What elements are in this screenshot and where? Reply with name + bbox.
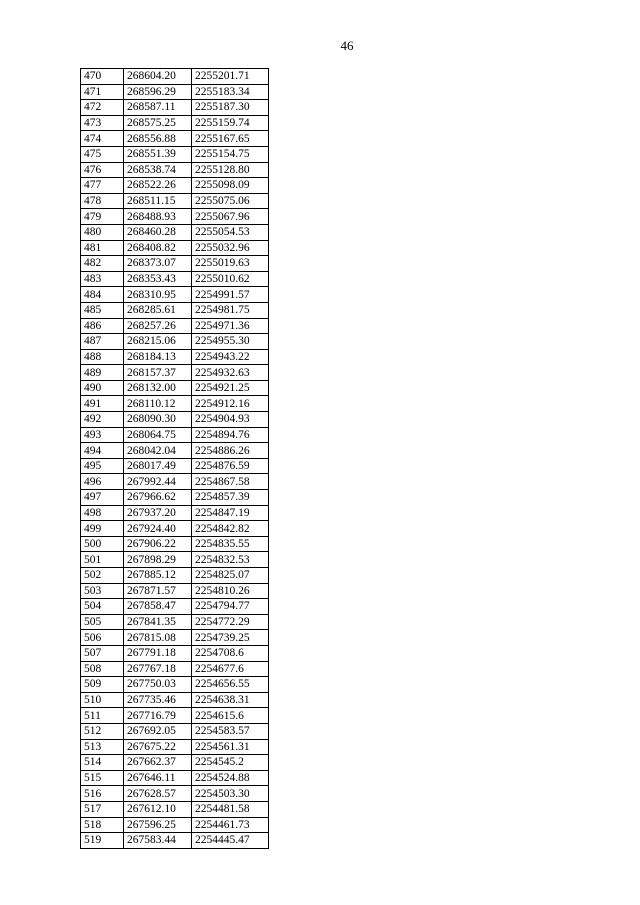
- coordinates-table: [80, 68, 269, 849]
- x-coordinate-cell: 268215.06: [124, 334, 192, 350]
- y-coordinate-cell: 2254772.29: [192, 614, 269, 630]
- y-coordinate-cell: 2255098.09: [192, 178, 269, 194]
- x-coordinate-cell: 267966.62: [124, 490, 192, 506]
- x-coordinate-cell: 267735.46: [124, 692, 192, 708]
- y-coordinate-cell: 2255183.34: [192, 84, 269, 100]
- x-coordinate-cell: 268257.26: [124, 318, 192, 334]
- y-coordinate-cell: 2255019.63: [192, 256, 269, 272]
- point-number-cell: 470: [81, 69, 124, 85]
- x-coordinate-cell: 267662.37: [124, 755, 192, 771]
- x-coordinate-cell: 267885.12: [124, 568, 192, 584]
- table-row: [81, 599, 269, 615]
- y-coordinate-cell: 2254638.31: [192, 692, 269, 708]
- y-coordinate-cell: 2254461.73: [192, 817, 269, 833]
- point-number-cell: 484: [81, 287, 124, 303]
- table-row: [81, 380, 269, 396]
- table-row: [81, 256, 269, 272]
- table-row: [81, 521, 269, 537]
- point-number-cell: 515: [81, 770, 124, 786]
- y-coordinate-cell: 2254656.55: [192, 677, 269, 693]
- point-number-cell: 481: [81, 240, 124, 256]
- table-row: [81, 490, 269, 506]
- y-coordinate-cell: 2254708.6: [192, 645, 269, 661]
- y-coordinate-cell: 2254615.6: [192, 708, 269, 724]
- y-coordinate-cell: 2254794.77: [192, 599, 269, 615]
- x-coordinate-cell: 267898.29: [124, 552, 192, 568]
- point-number-cell: 488: [81, 349, 124, 365]
- table-row: [81, 552, 269, 568]
- y-coordinate-cell: 2254583.57: [192, 723, 269, 739]
- y-coordinate-cell: 2254810.26: [192, 583, 269, 599]
- point-number-cell: 507: [81, 645, 124, 661]
- x-coordinate-cell: 267791.18: [124, 645, 192, 661]
- point-number-cell: 503: [81, 583, 124, 599]
- table-row: [81, 505, 269, 521]
- x-coordinate-cell: 268408.82: [124, 240, 192, 256]
- x-coordinate-cell: 268110.12: [124, 396, 192, 412]
- x-coordinate-cell: 268017.49: [124, 458, 192, 474]
- y-coordinate-cell: 2255154.75: [192, 146, 269, 162]
- x-coordinate-cell: 267937.20: [124, 505, 192, 521]
- table-row: [81, 396, 269, 412]
- x-coordinate-cell: 267767.18: [124, 661, 192, 677]
- table-row: [81, 708, 269, 724]
- x-coordinate-cell: 268604.20: [124, 69, 192, 85]
- x-coordinate-cell: 268596.29: [124, 84, 192, 100]
- table-row: [81, 833, 269, 849]
- x-coordinate-cell: 267992.44: [124, 474, 192, 490]
- y-coordinate-cell: 2255167.65: [192, 131, 269, 147]
- x-coordinate-cell: 268042.04: [124, 443, 192, 459]
- y-coordinate-cell: 2254835.55: [192, 536, 269, 552]
- table-row: [81, 115, 269, 131]
- y-coordinate-cell: 2255067.96: [192, 209, 269, 225]
- y-coordinate-cell: 2254677.6: [192, 661, 269, 677]
- page-number: 46: [340, 38, 354, 53]
- table-row: [81, 755, 269, 771]
- y-coordinate-cell: 2254739.25: [192, 630, 269, 646]
- x-coordinate-cell: 268522.26: [124, 178, 192, 194]
- point-number-cell: 475: [81, 146, 124, 162]
- x-coordinate-cell: 267692.05: [124, 723, 192, 739]
- x-coordinate-cell: 267583.44: [124, 833, 192, 849]
- y-coordinate-cell: 2255201.71: [192, 69, 269, 85]
- x-coordinate-cell: 268373.07: [124, 256, 192, 272]
- y-coordinate-cell: 2255128.80: [192, 162, 269, 178]
- y-coordinate-cell: 2255010.62: [192, 271, 269, 287]
- point-number-cell: 516: [81, 786, 124, 802]
- table-row: [81, 69, 269, 85]
- x-coordinate-cell: 267841.35: [124, 614, 192, 630]
- point-number-cell: 482: [81, 256, 124, 272]
- x-coordinate-cell: 268556.88: [124, 131, 192, 147]
- point-number-cell: 496: [81, 474, 124, 490]
- point-number-cell: 508: [81, 661, 124, 677]
- point-number-cell: 513: [81, 739, 124, 755]
- x-coordinate-cell: 268157.37: [124, 365, 192, 381]
- table-row: [81, 349, 269, 365]
- table-row: [81, 536, 269, 552]
- y-coordinate-cell: 2254894.76: [192, 427, 269, 443]
- table-row: [81, 458, 269, 474]
- x-coordinate-cell: 268460.28: [124, 224, 192, 240]
- y-coordinate-cell: 2254991.57: [192, 287, 269, 303]
- point-number-cell: 495: [81, 458, 124, 474]
- x-coordinate-cell: 268587.11: [124, 100, 192, 116]
- y-coordinate-cell: 2255159.74: [192, 115, 269, 131]
- table-row: [81, 474, 269, 490]
- y-coordinate-cell: 2254561.31: [192, 739, 269, 755]
- x-coordinate-cell: 268353.43: [124, 271, 192, 287]
- point-number-cell: 497: [81, 490, 124, 506]
- x-coordinate-cell: 267646.11: [124, 770, 192, 786]
- x-coordinate-cell: 268090.30: [124, 412, 192, 428]
- point-number-cell: 500: [81, 536, 124, 552]
- table-row: [81, 614, 269, 630]
- table-row: [81, 271, 269, 287]
- table-row: [81, 583, 269, 599]
- y-coordinate-cell: 2255187.30: [192, 100, 269, 116]
- table-row: [81, 178, 269, 194]
- y-coordinate-cell: 2254886.26: [192, 443, 269, 459]
- x-coordinate-cell: 267716.79: [124, 708, 192, 724]
- y-coordinate-cell: 2254847.19: [192, 505, 269, 521]
- x-coordinate-cell: 267675.22: [124, 739, 192, 755]
- table-row: [81, 302, 269, 318]
- table-row: [81, 630, 269, 646]
- table-row: [81, 723, 269, 739]
- point-number-cell: 493: [81, 427, 124, 443]
- table-row: [81, 443, 269, 459]
- point-number-cell: 505: [81, 614, 124, 630]
- y-coordinate-cell: 2254904.93: [192, 412, 269, 428]
- point-number-cell: 480: [81, 224, 124, 240]
- x-coordinate-cell: 267906.22: [124, 536, 192, 552]
- x-coordinate-cell: 268285.61: [124, 302, 192, 318]
- y-coordinate-cell: 2255032.96: [192, 240, 269, 256]
- point-number-cell: 485: [81, 302, 124, 318]
- point-number-cell: 498: [81, 505, 124, 521]
- y-coordinate-cell: 2254545.2: [192, 755, 269, 771]
- y-coordinate-cell: 2254445.47: [192, 833, 269, 849]
- point-number-cell: 509: [81, 677, 124, 693]
- table-row: [81, 645, 269, 661]
- point-number-cell: 501: [81, 552, 124, 568]
- table-row: [81, 817, 269, 833]
- point-number-cell: 499: [81, 521, 124, 537]
- point-number-cell: 478: [81, 193, 124, 209]
- y-coordinate-cell: 2254943.22: [192, 349, 269, 365]
- point-number-cell: 518: [81, 817, 124, 833]
- point-number-cell: 504: [81, 599, 124, 615]
- table-row: [81, 287, 269, 303]
- x-coordinate-cell: 267924.40: [124, 521, 192, 537]
- point-number-cell: 502: [81, 568, 124, 584]
- table-row: [81, 412, 269, 428]
- table-row: [81, 677, 269, 693]
- coordinates-table-body: [81, 69, 269, 849]
- point-number-cell: 517: [81, 801, 124, 817]
- x-coordinate-cell: 267871.57: [124, 583, 192, 599]
- point-number-cell: 491: [81, 396, 124, 412]
- y-coordinate-cell: 2254832.53: [192, 552, 269, 568]
- table-row: [81, 162, 269, 178]
- y-coordinate-cell: 2254876.59: [192, 458, 269, 474]
- y-coordinate-cell: 2254955.30: [192, 334, 269, 350]
- point-number-cell: 474: [81, 131, 124, 147]
- y-coordinate-cell: 2254981.75: [192, 302, 269, 318]
- x-coordinate-cell: 268551.39: [124, 146, 192, 162]
- table-row: [81, 146, 269, 162]
- x-coordinate-cell: 268064.75: [124, 427, 192, 443]
- x-coordinate-cell: 267858.47: [124, 599, 192, 615]
- point-number-cell: 471: [81, 84, 124, 100]
- y-coordinate-cell: 2254857.39: [192, 490, 269, 506]
- x-coordinate-cell: 267612.10: [124, 801, 192, 817]
- point-number-cell: 512: [81, 723, 124, 739]
- y-coordinate-cell: 2255054.53: [192, 224, 269, 240]
- point-number-cell: 510: [81, 692, 124, 708]
- y-coordinate-cell: 2254921.25: [192, 380, 269, 396]
- point-number-cell: 506: [81, 630, 124, 646]
- table-row: [81, 786, 269, 802]
- point-number-cell: 472: [81, 100, 124, 116]
- table-row: [81, 739, 269, 755]
- table-row: [81, 427, 269, 443]
- x-coordinate-cell: 267815.08: [124, 630, 192, 646]
- x-coordinate-cell: 268538.74: [124, 162, 192, 178]
- table-row: [81, 365, 269, 381]
- table-row: [81, 240, 269, 256]
- table-row: [81, 224, 269, 240]
- point-number-cell: 487: [81, 334, 124, 350]
- point-number-cell: 476: [81, 162, 124, 178]
- table-row: [81, 193, 269, 209]
- table-row: [81, 568, 269, 584]
- y-coordinate-cell: 2255075.06: [192, 193, 269, 209]
- y-coordinate-cell: 2254867.58: [192, 474, 269, 490]
- table-row: [81, 661, 269, 677]
- point-number-cell: 477: [81, 178, 124, 194]
- point-number-cell: 486: [81, 318, 124, 334]
- point-number-cell: 511: [81, 708, 124, 724]
- x-coordinate-cell: 268511.15: [124, 193, 192, 209]
- y-coordinate-cell: 2254481.58: [192, 801, 269, 817]
- y-coordinate-cell: 2254842.82: [192, 521, 269, 537]
- table-row: [81, 84, 269, 100]
- x-coordinate-cell: 267750.03: [124, 677, 192, 693]
- y-coordinate-cell: 2254825.07: [192, 568, 269, 584]
- point-number-cell: 490: [81, 380, 124, 396]
- y-coordinate-cell: 2254971.36: [192, 318, 269, 334]
- point-number-cell: 492: [81, 412, 124, 428]
- table-row: [81, 334, 269, 350]
- table-row: [81, 318, 269, 334]
- x-coordinate-cell: 268184.13: [124, 349, 192, 365]
- table-row: [81, 131, 269, 147]
- table-row: [81, 100, 269, 116]
- y-coordinate-cell: 2254503.30: [192, 786, 269, 802]
- point-number-cell: 489: [81, 365, 124, 381]
- point-number-cell: 519: [81, 833, 124, 849]
- point-number-cell: 473: [81, 115, 124, 131]
- y-coordinate-cell: 2254912.16: [192, 396, 269, 412]
- x-coordinate-cell: 268132.00: [124, 380, 192, 396]
- table-row: [81, 209, 269, 225]
- point-number-cell: 479: [81, 209, 124, 225]
- y-coordinate-cell: 2254524.88: [192, 770, 269, 786]
- x-coordinate-cell: 267628.57: [124, 786, 192, 802]
- point-number-cell: 494: [81, 443, 124, 459]
- table-row: [81, 692, 269, 708]
- y-coordinate-cell: 2254932.63: [192, 365, 269, 381]
- point-number-cell: 514: [81, 755, 124, 771]
- point-number-cell: 483: [81, 271, 124, 287]
- table-row: [81, 801, 269, 817]
- x-coordinate-cell: 268575.25: [124, 115, 192, 131]
- x-coordinate-cell: 268310.95: [124, 287, 192, 303]
- x-coordinate-cell: 267596.25: [124, 817, 192, 833]
- table-row: [81, 770, 269, 786]
- x-coordinate-cell: 268488.93: [124, 209, 192, 225]
